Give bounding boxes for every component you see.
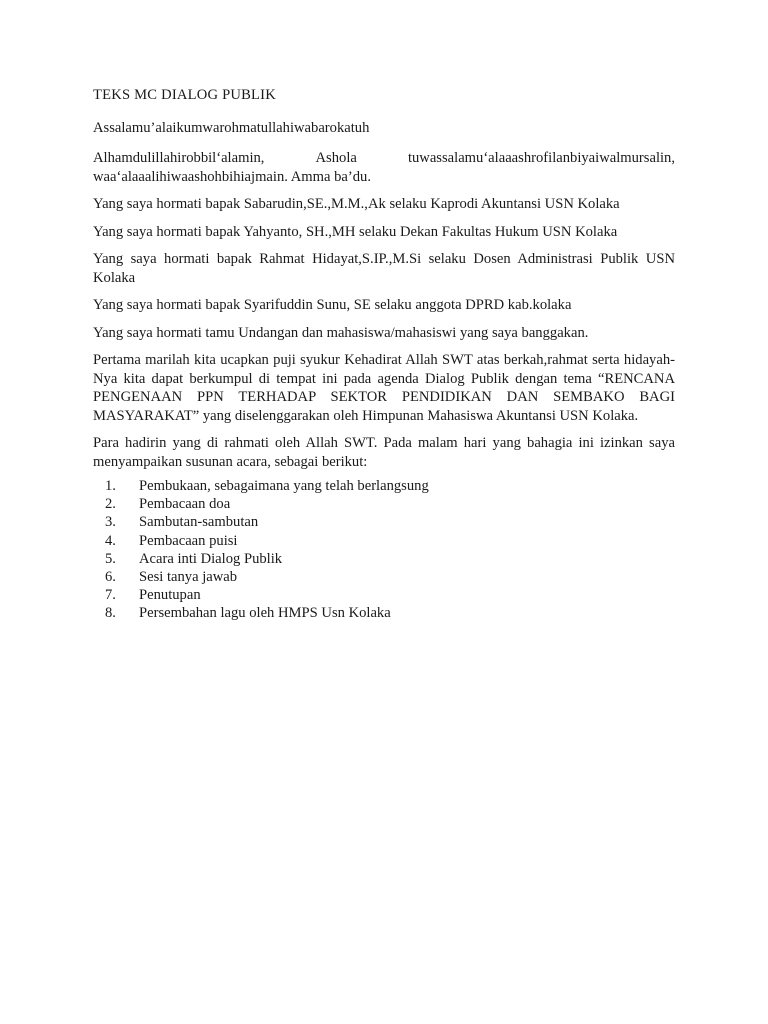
agenda-item-text: Persembahan lagu oleh HMPS Usn Kolaka [139,605,391,622]
respect-line: Yang saya hormati bapak Yahyanto, SH.,MH selaku Dekan Fakultas Hukum USN Kolaka [93,223,618,240]
agenda-item-number: 7. [105,587,116,604]
agenda-item [93,495,675,513]
agenda-item-text: Pembacaan puisi [139,532,238,549]
document-page [93,86,675,623]
agenda-item-text: Pembukaan, sebagaimana yang telah berlangsung [139,478,429,494]
hamdalah-word-3: tuwassalamu‘alaaashrofilanbiyaiwalmursalin, [407,150,675,166]
opening-paragraph: Pertama marilah kita ucapkan puji syukur Kehadirat Allah SWT atas berkah,rahmat serta hidayah-Nya kita dapat berkumpul di tempat ini pada agenda Dialog Publik dengan tema “RENCANA PENGENAAN PPN TERHADAP SEKTOR PENDIDIKAN DAN SEMBAKO BAGI MASYARAKAT” yang diselenggarakan oleh Himpunan Mahasiswa Akuntansi USN Kolaka. [93,352,675,424]
hamdalah-line-1 [93,149,675,168]
agenda-item [93,568,675,586]
hamdalah-paragraph [93,149,675,186]
agenda-item-text: Pembacaan doa [139,496,231,513]
respect-line: Yang saya hormati tamu Undangan dan mahasiswa/mahasiswi yang saya banggakan. [93,324,589,341]
agenda-item-text: Penutupan [139,587,201,604]
agenda-item-number: 6. [105,569,116,586]
hamdalah-word-1: Alhamdulillahirobbil‘alamin, [93,150,265,166]
agenda-item [93,550,675,568]
respect-line: Yang saya hormati bapak Rahmat Hidayat,S.IP.,M.Si selaku Dosen Administrasi Publik USN Kolaka [93,251,675,286]
agenda-list [93,477,675,623]
agenda-item-text: Acara inti Dialog Publik [139,550,283,567]
agenda-item [93,604,675,622]
greeting: Assalamu’alaikumwarohmatullahiwabarokatuh [93,119,370,136]
agenda-item [93,586,675,604]
agenda-item-number: 1. [105,478,116,494]
agenda-item-number: 8. [105,605,116,622]
agenda-item [93,513,675,531]
agenda-item-number: 3. [105,514,116,531]
agenda-item-text: Sesi tanya jawab [139,569,238,586]
agenda-item-text: Sambutan-sambutan [139,514,259,531]
hamdalah-line-2: waa‘alaaalihiwaashohbihiajmain. Amma ba’du. [93,168,371,185]
hamdalah-word-2: Ashola [315,150,357,166]
respect-line: Yang saya hormati bapak Syarifuddin Sunu, SE selaku anggota DPRD kab.kolaka [93,297,572,313]
agenda-item-number: 2. [105,496,116,513]
agenda-item-number: 4. [105,532,116,549]
agenda-item [93,477,675,495]
document-title: TEKS MC DIALOG PUBLIK [93,87,276,103]
respect-line: Yang saya hormati bapak Sabarudin,SE.,M.M.,Ak selaku Kaprodi Akuntansi USN Kolaka [93,196,620,212]
agenda-item [93,532,675,550]
agenda-item-number: 5. [105,550,116,567]
agenda-intro: Para hadirin yang di rahmati oleh Allah SWT. Pada malam hari yang bahagia ini izinkan saya menyampaikan susunan acara, sebagai berikut: [93,435,675,470]
